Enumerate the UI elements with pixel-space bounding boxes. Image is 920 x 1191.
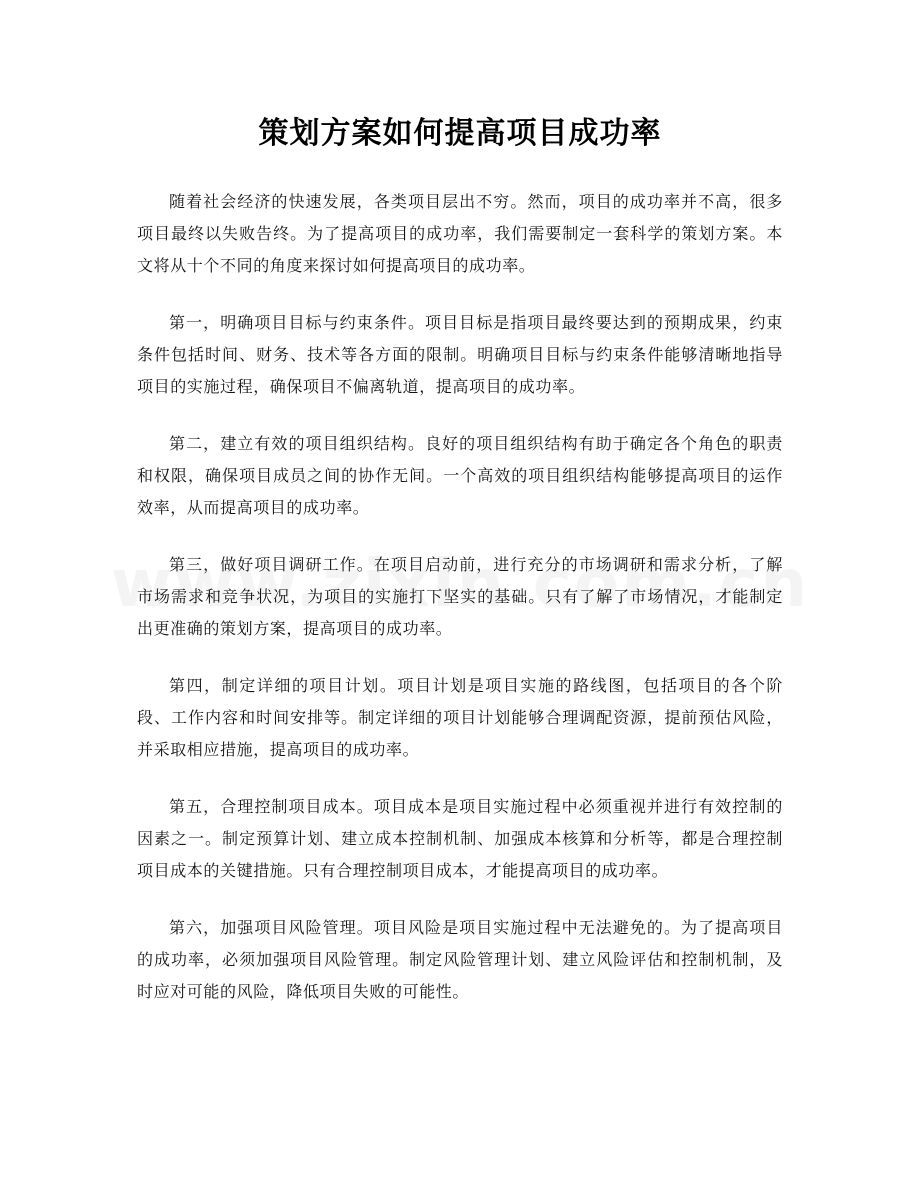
paragraph-4: 第四，制定详细的项目计划。项目计划是项目实施的路线图，包括项目的各个阶段、工作内容和时间安排等。制定详细的项目计划能够合理调配资源，提前预估风险，并采取相应措施，提高项目的成功率。 — [137, 676, 783, 759]
paragraph-2: 第二，建立有效的项目组织结构。良好的项目组织结构有助于确定各个角色的职责和权限，确保项目成员之间的协作无间。一个高效的项目组织结构能够提高项目的运作效率，从而提高项目的成功率。 — [137, 434, 783, 517]
paragraph-1: 第一，明确项目目标与约束条件。项目目标是指项目最终要达到的预期成果，约束条件包括时间、财务、技术等各方面的限制。明确项目目标与约束条件能够清晰地指导项目的实施过程，确保项目不偏离轨道，提高项目的成功率。 — [137, 313, 783, 396]
paragraph-6: 第六，加强项目风险管理。项目风险是项目实施过程中无法避免的。为了提高项目的成功率，必须加强项目风险管理。制定风险管理计划、建立风险评估和控制机制，及时应对可能的风险，降低项目失败的可能性。 — [137, 918, 783, 1001]
paragraph-5: 第五，合理控制项目成本。项目成本是项目实施过程中必须重视并进行有效控制的因素之一。制定预算计划、建立成本控制机制、加强成本核算和分析等，都是合理控制项目成本的关键措施。只有合理控制项目成本，才能提高项目的成功率。 — [137, 797, 783, 880]
page-title: 策划方案如何提高项目成功率 — [258, 116, 662, 151]
paragraph-intro: 随着社会经济的快速发展，各类项目层出不穷。然而，项目的成功率并不高，很多项目最终以失败告终。为了提高项目的成功率，我们需要制定一套科学的策划方案。本文将从十个不同的角度来探讨如何提高项目的成功率。 — [137, 192, 783, 275]
paragraph-3: 第三，做好项目调研工作。在项目启动前，进行充分的市场调研和需求分析，了解市场需求和竞争状况，为项目的实施打下坚实的基础。只有了解了市场情况，才能制定出更准确的策划方案，提高项目的成功率。 — [137, 555, 783, 638]
document-body — [137, 186, 783, 1033]
